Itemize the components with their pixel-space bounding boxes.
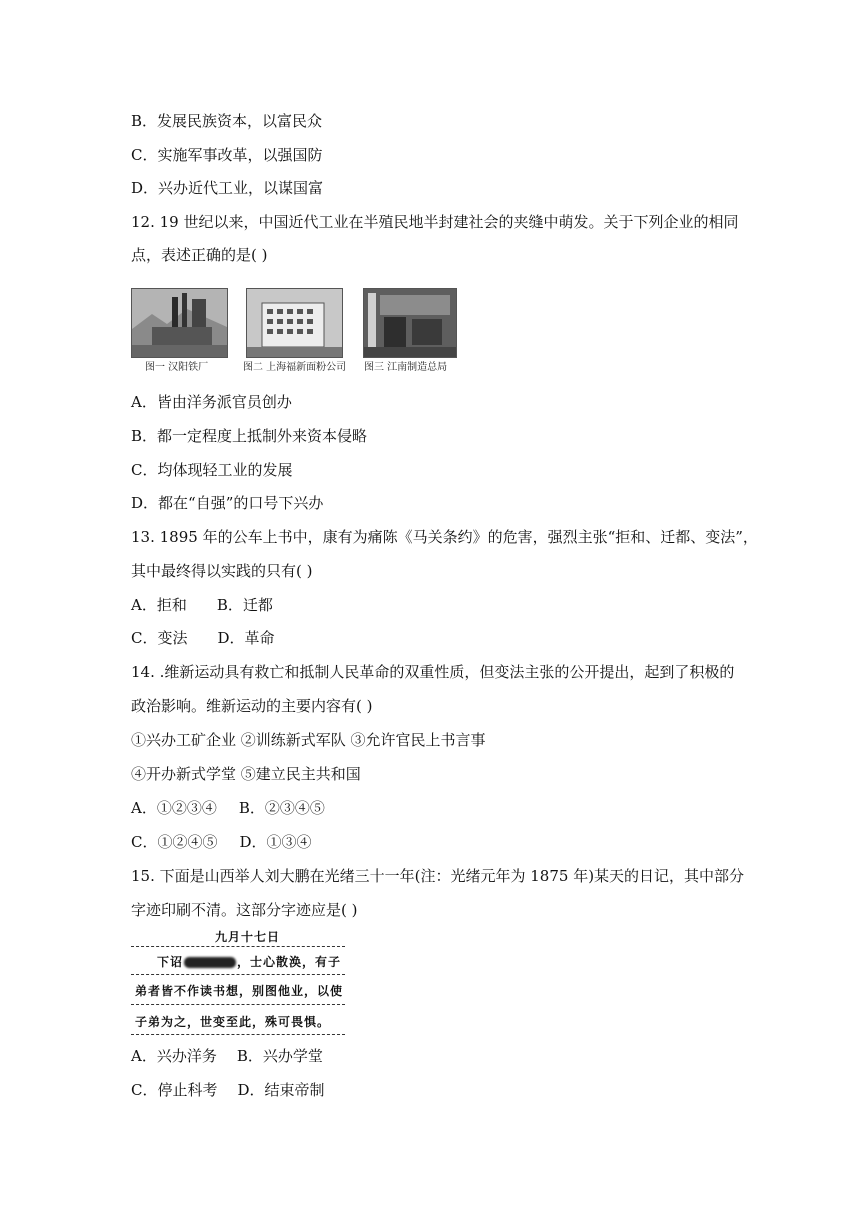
fig3-caption: 图三 江南制造总局 — [364, 362, 448, 373]
diary-line1: 下诏 ，士心散涣，有子 — [157, 955, 342, 969]
q14-options-row2 — [131, 832, 312, 852]
q15-stem-line2: 字迹印刷不清。这部分字迹应是( ) — [131, 901, 358, 919]
q13-option-b: B．迁都 — [216, 596, 273, 614]
q13-stem-line1: 13. 1895 年的公车上书中，康有为痛陈《马关条约》的危害，强烈主张“拒和、迁都、变法”， — [131, 528, 758, 546]
q13-option-d: D．革命 — [217, 629, 275, 647]
fuxin-flour-mill-photo — [246, 288, 343, 358]
q12-figures — [131, 288, 461, 378]
jiangnan-arsenal-photo — [363, 288, 457, 358]
q14-stem-line2: 政治影响。维新运动的主要内容有( ) — [131, 697, 373, 715]
q13-options-row1 — [131, 595, 273, 615]
blurred-text-smudge — [184, 957, 236, 968]
q12-option-b: B．都一定程度上抵制外来资本侵略 — [131, 427, 368, 445]
q12-option-c: C．均体现轻工业的发展 — [131, 461, 293, 479]
q14-options-row1 — [131, 798, 325, 818]
q15-options-row2 — [131, 1080, 325, 1100]
q12-stem-line1: 12. 19 世纪以来，中国近代工业在半殖民地半封建社会的夹缝中萌发。关于下列企业的相同 — [131, 213, 739, 231]
q14-option-a: A．①②③④ — [131, 799, 217, 817]
q13-option-a: A．拒和 — [131, 596, 187, 614]
q14-option-b: B．②③④⑤ — [238, 799, 325, 817]
q15-option-b: B．兴办学堂 — [236, 1047, 323, 1065]
q14-stem-line1: 14. .维新运动具有救亡和抵制人民革命的双重性质，但变法主张的公开提出，起到了积极的 — [131, 663, 735, 681]
q12-option-a: A．皆由洋务派官员创办 — [131, 393, 292, 411]
diary-divider — [131, 974, 345, 975]
q13-option-c: C．变法 — [131, 629, 188, 647]
q14-option-d: D．①③④ — [239, 833, 312, 851]
q14-items-line2: ④开办新式学堂 ⑤建立民主共和国 — [131, 765, 361, 783]
q11-option-c: C．实施军事改革，以强国防 — [131, 146, 323, 164]
fig2-caption: 图二 上海福新面粉公司 — [243, 362, 347, 373]
q15-options-row1 — [131, 1046, 323, 1066]
q14-items-line1: ①兴办工矿企业 ②训练新式军队 ③允许官民上书言事 — [131, 731, 486, 749]
q12-option-d: D．都在“自强”的口号下兴办 — [131, 494, 324, 512]
q12-stem-line2: 点，表述正确的是( ) — [131, 246, 268, 264]
diary-line2: 弟者皆不作读书想，别图他业，以使 — [135, 984, 344, 998]
q14-option-c: C．①②④⑤ — [131, 833, 218, 851]
fig1-caption: 图一 汉阳铁厂 — [145, 362, 209, 373]
diary-line3: 子弟为之，世变至此，殊可畏惧。 — [135, 1015, 331, 1029]
hanyang-ironworks-photo — [131, 288, 228, 358]
q13-stem-line2: 其中最终得以实践的只有( ) — [131, 562, 313, 580]
q11-option-d: D．兴办近代工业，以谋国富 — [131, 179, 324, 197]
q15-option-a: A．兴办洋务 — [131, 1047, 217, 1065]
diary-divider — [131, 946, 345, 947]
q11-option-b: B．发展民族资本，以富民众 — [131, 112, 323, 130]
diary-date: 九月十七日 — [215, 930, 281, 944]
q13-options-row2 — [131, 628, 275, 648]
diary-excerpt — [131, 926, 345, 1040]
q15-option-c: C．停止科考 — [131, 1081, 218, 1099]
q15-option-d: D．结束帝制 — [237, 1081, 325, 1099]
q15-stem-line1: 15. 下面是山西举人刘大鹏在光绪三十一年(注：光绪元年为 1875 年)某天的日记，其中部分 — [131, 867, 745, 885]
diary-divider — [131, 1004, 345, 1005]
diary-divider — [131, 1034, 345, 1035]
